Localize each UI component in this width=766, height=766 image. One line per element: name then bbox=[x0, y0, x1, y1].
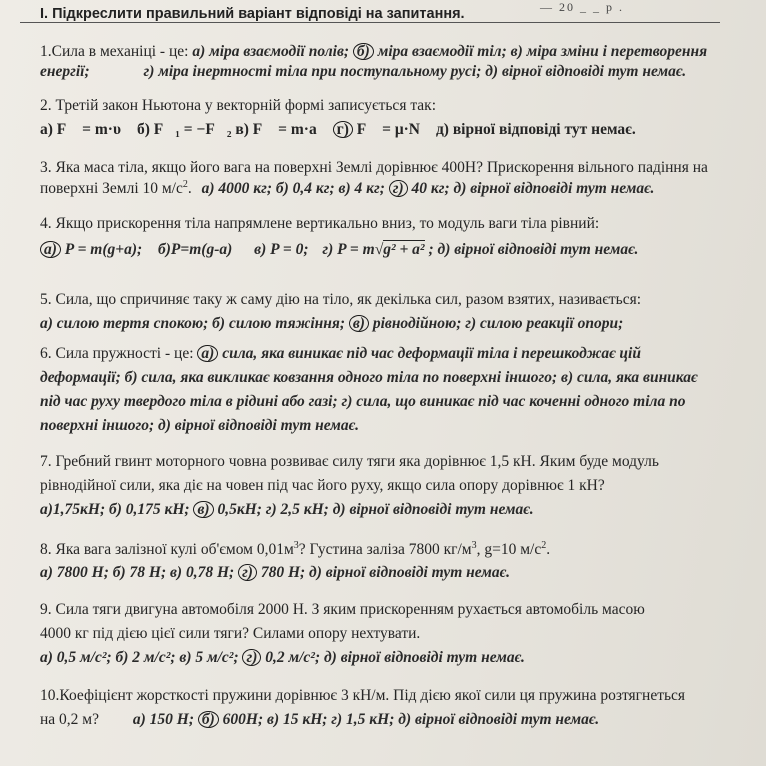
q10-option-a: а) 150 Н; bbox=[132, 711, 195, 728]
q8-circled-answer: г) bbox=[238, 564, 257, 581]
q1-options-b-v: міра взаємодії тіл; в) міра зміни і перетворення bbox=[377, 43, 708, 60]
q4-option-d: ; д) вірної відповіді тут немає. bbox=[428, 241, 639, 258]
q5-options-a-b: а) силою тертя спокою; б) силою тяжіння; bbox=[40, 315, 345, 332]
q3-options-g-d: 40 кг; д) вірної відповіді тут немає. bbox=[411, 180, 655, 197]
question-2-line-1: 2. Третій закон Ньютона у векторній формі записується так: bbox=[40, 97, 436, 114]
q1-option-v-end: енергії; bbox=[40, 63, 90, 80]
question-6-line-2: деформації; б) сила, яка викликає ковзання одного тіла по поверхні іншого; в) сила, яка виникає bbox=[40, 369, 698, 386]
question-9-line-1: 9. Сила тяги двигуна автомобіля 2000 Н. З яким прискоренням рухається автомобіль масою bbox=[40, 601, 645, 618]
q3-period: . bbox=[187, 180, 192, 197]
question-7-line-1: 7. Гребний гвинт моторного човна розвиває силу тяги яка дорівнює 1,5 кН. Яким буде модуль bbox=[40, 453, 659, 470]
q3-circled-answer: г) bbox=[389, 180, 408, 197]
question-10-line-2 bbox=[40, 710, 599, 730]
question-3-line-1: 3. Яка маса тіла, якщо його вага на поверхні Землі дорівнює 400Н? Прискорення вільного падіння на bbox=[40, 159, 708, 176]
q8-period: . bbox=[546, 541, 551, 558]
q4-option-v: в) P = 0; bbox=[254, 241, 309, 258]
question-7-line-2: рівнодійної сили, яка діє на човен під час його руху, якщо сила опору дорівнює 1 кН? bbox=[40, 477, 605, 494]
q4-sqrt-content: g² + a² bbox=[383, 241, 425, 258]
q3-gravity-text: поверхні Землі 10 м/с bbox=[40, 180, 183, 197]
question-8-line-2 bbox=[40, 563, 510, 583]
q2-option-g-formula: F⃗ = μ·N⃗ bbox=[356, 121, 433, 138]
question-5-line-2 bbox=[40, 314, 623, 334]
question-9-line-3 bbox=[40, 648, 525, 668]
q8-sup-a: 3 bbox=[293, 539, 299, 551]
q6-option-a: сила, яка виникає під час деформації тіла і перешкоджає цій bbox=[222, 345, 641, 362]
q8-text-b: ? Густина заліза 7800 кг/м bbox=[298, 541, 472, 558]
q10-options-b-d: 600Н; в) 15 кН; г) 1,5 кН; д) вірної відповіді тут немає. bbox=[222, 711, 600, 728]
q8-text-a: 8. Яка вага залізної кулі об'ємом 0,01м bbox=[40, 541, 294, 558]
q2-option-d: д) вірної відповіді тут немає. bbox=[435, 121, 636, 138]
question-1-line-2 bbox=[40, 62, 686, 82]
question-6-line-3: під час руху твердого тіла в рідині або газі; г) сила, що виникає під час коченні одного тіла по bbox=[40, 393, 686, 410]
q6-circled-answer: а) bbox=[197, 345, 218, 362]
question-2-line-2 bbox=[40, 120, 636, 140]
q1-options-g-d: г) міра інертності тіла при поступальному русі; д) вірної відповіді тут немає. bbox=[143, 63, 687, 80]
q8-sup-b: 3 bbox=[471, 539, 477, 551]
question-3-line-2 bbox=[40, 179, 654, 199]
q4-option-a-formula: P = m(g+a); bbox=[64, 241, 143, 258]
question-10-line-1: 10.Коефіцієнт жорсткості пружини дорівнює 3 кН/м. Під дією якої сили ця пружина розтягнеться bbox=[40, 687, 686, 704]
q2-circled-answer: г) bbox=[333, 121, 353, 138]
question-4-line-2 bbox=[40, 240, 638, 260]
q3-options-a-v: а) 4000 кг; б) 0,4 кг; в) 4 кг; bbox=[201, 180, 385, 197]
q9-options-a-v: а) 0,5 м/с²; б) 2 м/с²; в) 5 м/с²; bbox=[40, 649, 239, 666]
question-6-line-1 bbox=[40, 344, 641, 364]
q5-options-v-g: рівнодійною; г) силою реакції опори; bbox=[372, 315, 624, 332]
question-6-line-4: поверхні іншого; д) вірної відповіді тут немає. bbox=[40, 417, 359, 434]
q7-options-v-d: 0,5кН; г) 2,5 кН; д) вірної відповіді тут немає. bbox=[217, 501, 534, 518]
q5-circled-answer: в) bbox=[349, 315, 369, 332]
q2-options-a-v: а) F⃗ = m·υ⃗ б) F⃗₁ = −F⃗₂ в) F⃗ = m·a⃗ bbox=[40, 121, 329, 138]
q4-circled-answer: а) bbox=[40, 241, 61, 258]
heading-underline bbox=[20, 22, 720, 23]
question-4-line-1: 4. Якщо прискорення тіла напрямлене вертикально вниз, то модуль ваги тіла рівний: bbox=[40, 215, 600, 232]
question-8-line-1 bbox=[40, 540, 550, 560]
q9-circled-answer: г) bbox=[242, 649, 261, 666]
q1-text: 1.Сила в механіці - це: bbox=[40, 43, 189, 60]
question-1-line-1 bbox=[40, 42, 707, 62]
q10-circled-answer: б) bbox=[198, 711, 219, 728]
q3-sup: 2 bbox=[182, 178, 188, 190]
q1-circled-answer: б) bbox=[353, 43, 374, 60]
page-corner-text: — 20 _ _ р . bbox=[540, 0, 624, 14]
question-9-line-2: 4000 кг під дією цієї сили тяги? Силами опору нехтувати. bbox=[40, 625, 421, 642]
sqrt-icon: √ bbox=[374, 241, 384, 258]
q4-option-g: г) P = m bbox=[322, 241, 375, 258]
q7-circled-answer: в) bbox=[193, 501, 213, 518]
question-5-line-1: 5. Сила, що спричиняє таку ж саму дію на тіло, як декілька сил, разом взятих, називається: bbox=[40, 291, 642, 308]
q8-options-a-v: а) 7800 Н; б) 78 Н; в) 0,78 Н; bbox=[40, 564, 235, 581]
q8-sup-c: 2 bbox=[541, 539, 547, 551]
q4-option-b: б)P=m(g-a) bbox=[158, 241, 233, 258]
q9-options-g-d: 0,2 м/с²; д) вірної відповіді тут немає. bbox=[265, 649, 525, 666]
worksheet-heading: I. Підкреслити правильний варіант відповіді на запитання. bbox=[40, 6, 465, 22]
q6-text: 6. Сила пружності - це: bbox=[40, 345, 194, 362]
q7-options-a-b: а)1,75кН; б) 0,175 кН; bbox=[40, 501, 190, 518]
q8-text-c: , g=10 м/с bbox=[476, 541, 542, 558]
q1-option-a: а) міра взаємодії полів; bbox=[192, 43, 350, 60]
q10-text-b: на 0,2 м? bbox=[40, 711, 99, 728]
question-7-line-3 bbox=[40, 500, 534, 520]
q8-options-g-d: 780 Н; д) вірної відповіді тут немає. bbox=[260, 564, 510, 581]
